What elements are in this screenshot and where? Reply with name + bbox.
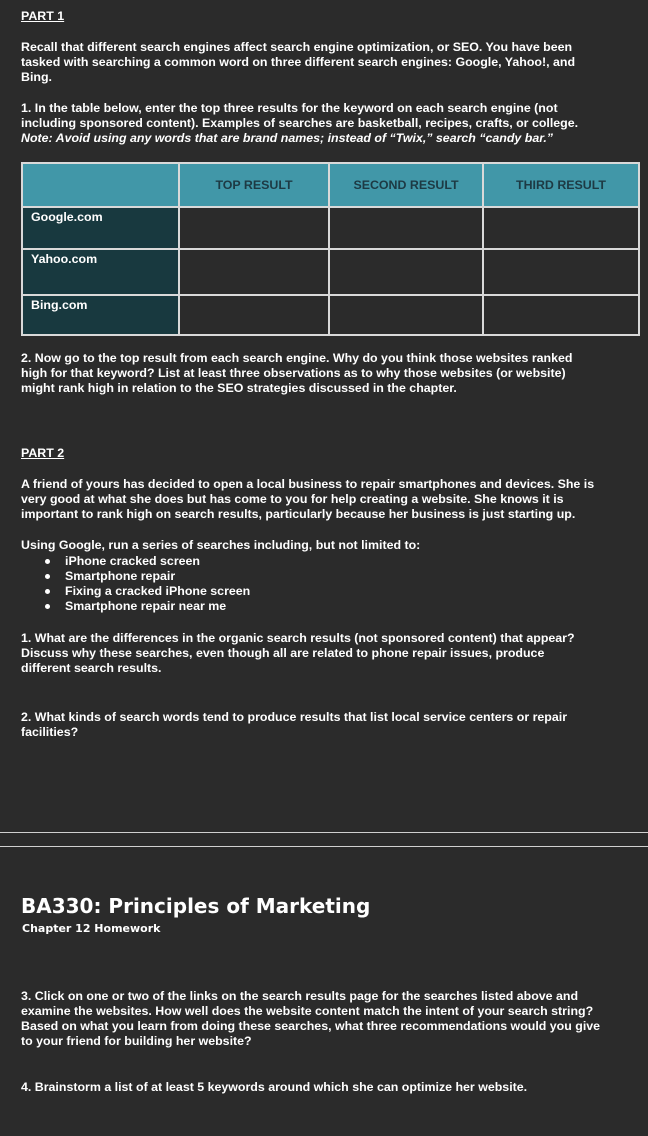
page-divider-top [0,832,648,833]
engine-yahoo: Yahoo.com [22,249,179,295]
engine-bing: Bing.com [22,295,179,335]
part2-question-4: 4. Brainstorm a list of at least 5 keywords around which she can optimize her website. [21,1080,528,1094]
bullet-icon [45,589,50,594]
bing-second-result-cell[interactable] [329,295,483,335]
part1-heading: PART 1 [21,9,65,23]
google-second-result-cell[interactable] [329,207,483,249]
part1-question-2: 2. Now go to the top result from each search engine. Why do you think those websites ranked high for that keyword? List at least three observations as to why those websites (or website) might rank high in relation to the SEO strategies discussed in the chapter. [21,351,573,395]
table-header-top-result: TOP RESULT [179,163,329,207]
part2-searches-intro: Using Google, run a series of searches including, but not limited to: [21,538,421,552]
list-item [21,569,581,584]
bing-top-result-cell[interactable] [179,295,329,335]
yahoo-third-result-cell[interactable] [483,249,639,295]
bing-third-result-cell[interactable] [483,295,639,335]
table-header-row [22,163,639,207]
part1-question-1: 1. In the table below, enter the top three results for the keyword on each search engine (not including sponsored content). Examples of searches are basketball, recipes, crafts, or college. [21,101,579,130]
bullet-icon [45,604,50,609]
part2-question-2: 2. What kinds of search words tend to produce results that list local service centers or repair facilities? [21,710,568,739]
table-header-third-result: THIRD RESULT [483,163,639,207]
part1-intro: Recall that different search engines affect search engine optimization, or SEO. You have been tasked with searching a common word on three different search engines: Google, Yahoo!, and Bing. [21,40,576,84]
part1-note: Note: Avoid using any words that are brand names; instead of “Twix,” search “candy bar.” [21,131,553,145]
list-item [21,599,581,614]
list-item [21,584,581,599]
google-third-result-cell[interactable] [483,207,639,249]
yahoo-top-result-cell[interactable] [179,249,329,295]
search-term: iPhone cracked screen [65,554,200,568]
part2-question-3: 3. Click on one or two of the links on the search results page for the searches listed above and examine the websites. How well does the website content match the intent of your search string? Based on what you learn from doing these searches, what three recommendations would you give to your friend for building her website? [21,989,601,1048]
google-top-result-cell[interactable] [179,207,329,249]
search-term: Fixing a cracked iPhone screen [65,584,251,598]
part2-question-1: 1. What are the differences in the organic search results (not sponsored content) that appear? Discuss why these searches, even though all are related to phone repair issues, produce different search results. [21,631,575,675]
search-results-table [21,162,640,336]
chapter-subtitle: Chapter 12 Homework [22,922,161,935]
yahoo-second-result-cell[interactable] [329,249,483,295]
bullet-icon [45,574,50,579]
engine-google: Google.com [22,207,179,249]
bullet-icon [45,559,50,564]
table-row [22,207,639,249]
table-row [22,249,639,295]
part2-intro: A friend of yours has decided to open a local business to repair smartphones and devices. She is very good at what she does but has come to you for help creating a website. She knows it is important to rank high on search results, particularly because her business is just starting up. [21,477,595,521]
table-row [22,295,639,335]
table-header-second-result: SECOND RESULT [329,163,483,207]
page-divider-bottom [0,846,648,847]
search-term: Smartphone repair near me [65,599,227,613]
list-item [21,554,581,569]
part2-heading: PART 2 [21,446,65,460]
search-term-list [21,554,581,614]
table-header-blank [22,163,179,207]
search-term: Smartphone repair [65,569,176,583]
course-title: BA330: Principles of Marketing [21,894,371,918]
